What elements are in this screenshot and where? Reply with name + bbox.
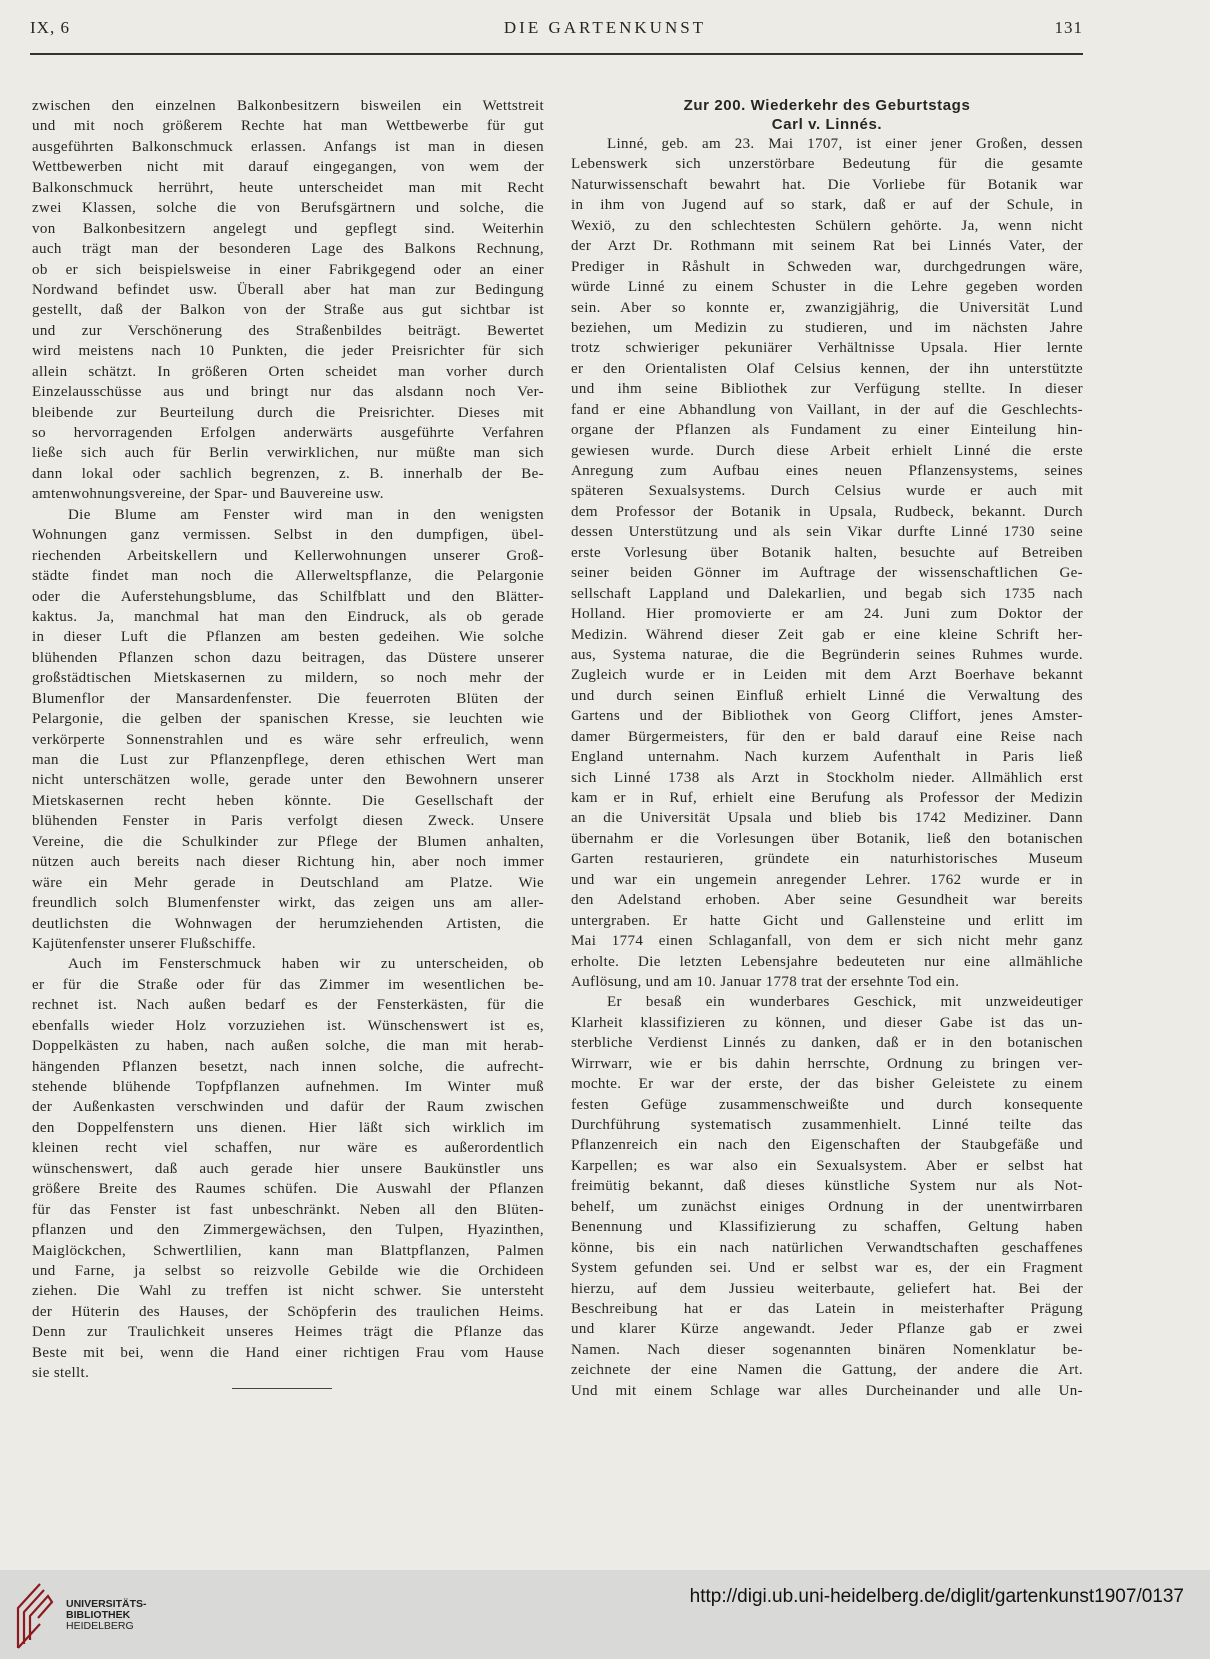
text-line: ebenfalls wieder Holz vorzuziehen ist. Wünschenswert ist es, (32, 1017, 544, 1034)
text-line: nicht unterschätzen wolle, gerade unter den Bewohnern unserer (32, 772, 544, 789)
text-line: behelf, um zunächst einiges Ordnung in der unentwirrbaren (571, 1198, 1083, 1215)
journal-title: DIE GARTENKUNST (503, 18, 707, 37)
text-line: beziehen, um Medizin zu studieren, und im nächsten Jahre (571, 319, 1083, 336)
text-line: den Doppelfenstern uns dienen. Hier läßt sich wirklich im (32, 1119, 544, 1136)
library-name (66, 1599, 147, 1632)
text-line: amtenwohnungsvereine, der Spar- und Bauvereine usw. (32, 486, 384, 503)
text-line: zwischen den einzelnen Balkonbesitzern bisweilen ein Wettstreit (32, 98, 544, 114)
paragraph (571, 134, 1083, 992)
source-url-link[interactable]: http://digi.ub.uni-heidelberg.de/diglit/gartenkunst1907/0137 (689, 1586, 1184, 1607)
text-line: hängenden Pflanzen besetzt, nach innen solche, die aufrecht- (32, 1058, 544, 1075)
text-line: Klarheit klassifizieren zu können, und dieser Gabe ist das un- (571, 1014, 1083, 1031)
text-line: Wohnungen ganz vermissen. Selbst in den dumpfigen, übel- (32, 527, 544, 544)
text-line: Doppelkästen zu haben, nach außen solche, die man mit herab- (32, 1038, 544, 1055)
text-line: trotz schwieriger pekuniärer Verhältnisse Upsala. Hier lernte (571, 340, 1083, 357)
text-line: großstädtischen Mietskasernen zu mildern, so noch mehr der (32, 670, 544, 687)
section-end-rule (232, 1388, 332, 1389)
text-line: den Adelstand erhoben. Aber seine Gesundheit war bereits (571, 892, 1083, 909)
text-line: blühenden Fenster in Paris verfolgt diesen Zweck. Unsere (32, 813, 544, 830)
paragraph (32, 96, 544, 505)
text-line: freimütig bekannt, daß dieses künstliche System nur als Not- (571, 1178, 1083, 1195)
text-line: Vereine, die die Schulkinder zur Pflege der Blumen anhalten, (32, 833, 544, 850)
text-line: Garten restaurieren, gründete ein naturhistorisches Museum (571, 851, 1083, 868)
text-line: sich Linné 1738 als Arzt in Stockholm nieder. Allmählich erst (571, 769, 1083, 786)
text-line: Beschreibung hat er das Latein in meisterhafter Prägung (571, 1300, 1083, 1317)
header-rule (30, 53, 1083, 55)
text-line: der Außenkasten verschwinden und dafür der Raum zwischen (32, 1099, 544, 1116)
text-line: und klarer Kürze angewandt. Jeder Pflanze gab er zwei (571, 1321, 1083, 1338)
right-column (571, 96, 1083, 1401)
library-name-line: HEIDELBERG (66, 1620, 134, 1632)
library-name-line: BIBLIOTHEK (66, 1609, 131, 1621)
text-line: blühenden Pflanzen schon dazu beitragen, das Düstere unserer (32, 649, 544, 666)
text-line: kleinen recht viel schaffen, nur wäre es außerordentlich (32, 1140, 544, 1157)
text-line: ob er sich beispielsweise in einer Fabrikgegend oder an einer (32, 261, 544, 278)
text-line: Gartens und der Bibliothek von Georg Cliffort, jenes Amster- (571, 708, 1083, 725)
text-line: Kajütenfenster unserer Flußschiffe. (32, 935, 256, 952)
text-line: dessen Unterstützung und als sein Vikar durfte Linné 1730 seine (571, 524, 1083, 541)
text-line: Naturwissenschaft bewahrt hat. Die Vorliebe für Botanik war (571, 176, 1083, 193)
article-subtitle: Carl v. Linnés. (771, 116, 883, 133)
text-line: er für die Straße oder für das Zimmer im wesentlichen be- (32, 976, 544, 993)
text-line: kam er in Ruf, erhielt eine Berufung als Professor der Medizin (571, 790, 1083, 806)
text-line: deutlichsten die Wohnwagen der herumziehenden Artisten, die (32, 915, 544, 932)
text-line: dem Professor der Botanik in Upsala, Rudbeck, bekannt. Durch (571, 503, 1083, 520)
text-line: so hervorragenden Erfolgen anderwärts ausgeführte Verfahren (32, 425, 544, 441)
text-line: Prediger in Råshult in Schweden war, durchgedrungen wäre, (571, 258, 1083, 275)
page-number: 131 (1054, 18, 1083, 37)
text-line: Einzelausschüsse aus und bringt nur das alsdann noch Ver- (32, 384, 544, 401)
text-line: Pflanzenreich ein nach den Eigenschaften der Staubgefäße und (571, 1137, 1083, 1154)
text-line: in dieser Luft die Pflanzen am besten gedeihen. Wie solche (32, 629, 544, 646)
paragraph (32, 505, 544, 955)
text-line: Durchführung systematisch zusammenhielt. Linné teilte das (571, 1117, 1083, 1133)
text-line: und mit noch größerem Rechte hat man Wettbewerbe für gut (32, 118, 544, 135)
text-line: verkörperte Sonnenstrahlen und es wäre sehr erfreulich, wenn (32, 731, 544, 748)
text-line: erholte. Die letzten Lebensjahre bedeuteten nur eine allmähliche (571, 953, 1083, 970)
text-line: gestellt, daß der Balkon von der Straße aus gut sichtbar ist (32, 302, 544, 319)
text-line: ziehen. Die Wahl zu treffen ist nicht schwer. Sie untersteht (32, 1283, 544, 1300)
text-line: für das Fenster ist fast unbeschränkt. Neben all den Blüten- (32, 1201, 544, 1218)
text-line: man die Lust zur Pflanzenpflege, deren ethischen Wert man (32, 752, 544, 768)
text-line: und zur Verschönerung des Straßenbildes beiträgt. Bewertet (32, 322, 544, 339)
text-line: Maiglöckchen, Schwertlilien, kann man Blattpflanzen, Palmen (32, 1242, 544, 1259)
text-line: festen Gefüge zusammenschweißte und durch konsequente (571, 1096, 1083, 1113)
text-line: Medizin. Während dieser Zeit gab er eine kleine Schrift her- (571, 626, 1083, 643)
text-line: übernahm er die Vorlesungen über Botanik, ließ den botanischen (571, 830, 1083, 847)
text-line: freundlich solch Blumenfenster wirkt, das zeigen uns am aller- (32, 895, 544, 912)
text-line: sellschaft Lappland und Dalekarlien, und begab sich 1735 nach (571, 585, 1083, 602)
text-line: Lebenswerk sich unzerstörbare Bedeutung für die gesamte (571, 156, 1083, 173)
text-line: Denn zur Traulichkeit unseres Heimes trägt die Pflanze das (32, 1324, 544, 1341)
text-line: Zugleich wurde er in Leiden mit dem Arzt Boerhave bekannt (571, 667, 1083, 684)
text-line: sie stellt. (32, 1365, 90, 1382)
library-name-line: UNIVERSITÄTS- (66, 1598, 147, 1610)
text-line: Mai 1774 einen Schlaganfall, von dem er sich nicht mehr ganz (571, 933, 1083, 950)
text-line: sterbliche Verdienst Linnés zu danken, daß er in den botanischen (571, 1035, 1083, 1052)
volume-issue: IX, 6 (30, 18, 70, 37)
text-line: Pelargonie, die gelben der spanischen Kresse, sie leuchten wie (32, 711, 544, 728)
text-line: von Balkonbesitzern angelegt und gepflegt sind. Weiterhin (32, 220, 544, 237)
text-line: Karpellen; es war also ein Sexualsystem. Aber er selbst hat (571, 1157, 1083, 1174)
text-line: an die Universität Upsala und blieb bis 1742 Mediziner. Dann (571, 810, 1083, 827)
text-line: System gefunden sei. Und er selbst war es, der ein Fragment (571, 1260, 1083, 1277)
text-line: seiner beiden Gönner im Auftrage der wissenschaftlichen Ge- (571, 565, 1083, 582)
text-line: Linné, geb. am 23. Mai 1707, ist einer jener Großen, dessen (607, 136, 1083, 152)
text-line: und war ein ungemein anregender Lehrer. 1762 wurde er in (571, 871, 1083, 888)
text-line: ausgeführten Balkonschmuck erlassen. Anfangs ist man in diesen (32, 138, 544, 155)
text-line: oder die Auferstehungsblume, das Schilfblatt und den Blätter- (32, 588, 544, 605)
text-line: Benennung und Klassifizierung zu schaffen, Geltung haben (571, 1219, 1083, 1236)
text-line: Holland. Hier promovierte er am 24. Juni zum Doktor der (571, 606, 1083, 623)
text-line: ließe sich auch für Berlin verwirklichen, nur müßte man sich (32, 445, 544, 462)
text-line: der Hüterin des Hauses, der Schöpferin des traulichen Heims. (32, 1303, 544, 1320)
text-line: erste Vorlesung über Botanik halten, besuchte auf Betreiben (571, 544, 1083, 561)
text-line: sein. Aber so konnte er, zwanzigjährig, die Universität Lund (571, 299, 1083, 316)
text-line: der Arzt Dr. Rothmann mit seinem Rat bei Linnés Vater, der (571, 238, 1083, 255)
text-line: und Farne, ja selbst so reizvolle Gebilde wie die Orchideen (32, 1262, 544, 1279)
text-line: auch trägt man der besonderen Lage des Balkons Rechnung, (32, 241, 544, 258)
text-line: mochte. Er war der erste, der das bisher Geleistete zu einem (571, 1076, 1083, 1093)
text-line: wäre ein Mehr gerade in Deutschland am Platze. Wie (32, 874, 544, 891)
text-line: Anregung zum Aufbau eines neuen Pflanzensystems, seines (571, 463, 1083, 479)
text-line: wird meistens nach 10 Punkten, die jeder Preisrichter für sich (32, 343, 544, 360)
university-library-logo-icon (10, 1578, 70, 1652)
text-line: pflanzen und den Zimmergewächsen, den Tulpen, Hyazinthen, (32, 1222, 544, 1239)
text-line: riechenden Arbeitskellern und Kellerwohnungen unserer Groß- (32, 547, 544, 564)
text-line: Und mit einem Schlage war alles Durcheinander und alle Un- (571, 1382, 1083, 1399)
text-line: rechnet ist. Nach außen bedarf es der Fensterkästen, für die (32, 997, 544, 1014)
text-line: größere Breite des Raumes schüfen. Die Auswahl der Pflanzen (32, 1181, 544, 1198)
text-line: städte findet man noch die Allerweltspflanze, die Pelargonie (32, 568, 544, 585)
text-line: könne, bis ein nach natürlichen Verwandtschaften geschaffenes (571, 1239, 1083, 1256)
text-line: damer Bürgermeisters, für den er bald darauf eine Reise nach (571, 728, 1083, 745)
text-line: Mietskasernen recht heben könnte. Die Gesellschaft der (32, 792, 544, 809)
left-column (32, 96, 544, 1384)
footer-bar (0, 1570, 1210, 1659)
text-line: dann lokal oder sachlich begrenzen, z. B. innerhalb der Be- (32, 465, 544, 482)
text-line: Wettbewerben nicht mit darauf eingegangen, von wem der (32, 159, 544, 176)
text-line: untergraben. Er hatte Gicht und Gallensteine und erlitt im (571, 912, 1083, 929)
text-line: zwei Klassen, solche die von Berufsgärtnern und solche, die (32, 200, 544, 217)
text-line: Er besaß ein wunderbares Geschick, mit unzweideutiger (607, 994, 1083, 1011)
text-line: Namen. Nach dieser sogenannten binären Nomenklatur be- (571, 1341, 1083, 1358)
article-title: Zur 200. Wiederkehr des Geburtstags (683, 97, 971, 114)
text-line: fand er eine Abhandlung von Vaillant, in der auf die Geschlechts- (571, 401, 1083, 418)
paragraph (32, 954, 544, 1383)
text-line: Beste mit bei, wenn die Hand einer richtigen Frau vom Hause (32, 1344, 544, 1361)
text-line: Balkonschmuck herrührt, heute unterscheidet man mit Recht (32, 179, 544, 196)
text-line: zeichnete der eine Namen die Gattung, der andere die Art. (571, 1362, 1083, 1379)
text-line: späteren Sexualsystems. Durch Celsius wurde er auch mit (571, 483, 1083, 500)
text-line: gewiesen wurde. Durch diese Arbeit erhielt Linné die erste (571, 442, 1083, 459)
text-line: England unternahm. Nach kurzem Aufenthalt in Paris ließ (571, 749, 1083, 766)
text-line: Wirrwarr, wie er bis dahin herrschte, Ordnung zu bringen ver- (571, 1055, 1083, 1072)
text-line: nützen auch bereits nach dieser Richtung hin, aber noch immer (32, 854, 544, 871)
text-line: würde Linné zu einem Schuster in die Lehre gegeben worden (571, 279, 1083, 296)
text-line: aus, Systema naturae, die die Begründerin seines Ruhmes wurde. (571, 646, 1083, 663)
text-line: allein schätzt. In größeren Orten scheidet man vorher durch (32, 363, 544, 380)
paragraph (571, 992, 1083, 1401)
text-line: Blumenflor der Mansardenfenster. Die feuerroten Blüten der (32, 690, 544, 707)
text-line: und ihm seine Bibliothek zur Verfügung stellte. In dieser (571, 381, 1083, 398)
text-line: organe der Pflanzen als Fundament zu einer Einteilung hin- (571, 422, 1083, 439)
text-line: Auflösung, und am 10. Januar 1778 trat der ersehnte Tod ein. (571, 973, 960, 990)
text-line: hierzu, auf dem Jussieu weiterbaute, geliefert hat. Bei der (571, 1280, 1083, 1297)
text-line: Nordwand befindet usw. Überall aber hat man zur Bedingung (32, 281, 544, 298)
text-line: bleibende zur Beurteilung durch die Preisrichter. Dieses mit (32, 404, 544, 421)
text-line: und durch seinen Einfluß erhielt Linné die Verwaltung des (571, 687, 1083, 704)
text-line: stehende blühende Topfpflanzen aufnehmen. Im Winter muß (32, 1079, 544, 1095)
text-line: er den Orientalisten Olaf Celsius kennen, der ihn unterstützte (571, 360, 1083, 377)
text-line: Die Blume am Fenster wird man in den wenigsten (68, 506, 544, 523)
text-line: Wexiö, zu den schlechtesten Schülern gehörte. Ja, wenn nicht (571, 217, 1083, 234)
text-line: in ihm von Jugend auf so stark, daß er auf der Schule, in (571, 197, 1083, 214)
text-line: Auch im Fensterschmuck haben wir zu unterscheiden, ob (68, 956, 544, 973)
text-line: kaktus. Ja, manchmal hat man den Eindruck, als ob gerade (32, 608, 544, 625)
text-line: wünschenswert, daß auch gerade hier unsere Baukünstler uns (32, 1160, 544, 1177)
